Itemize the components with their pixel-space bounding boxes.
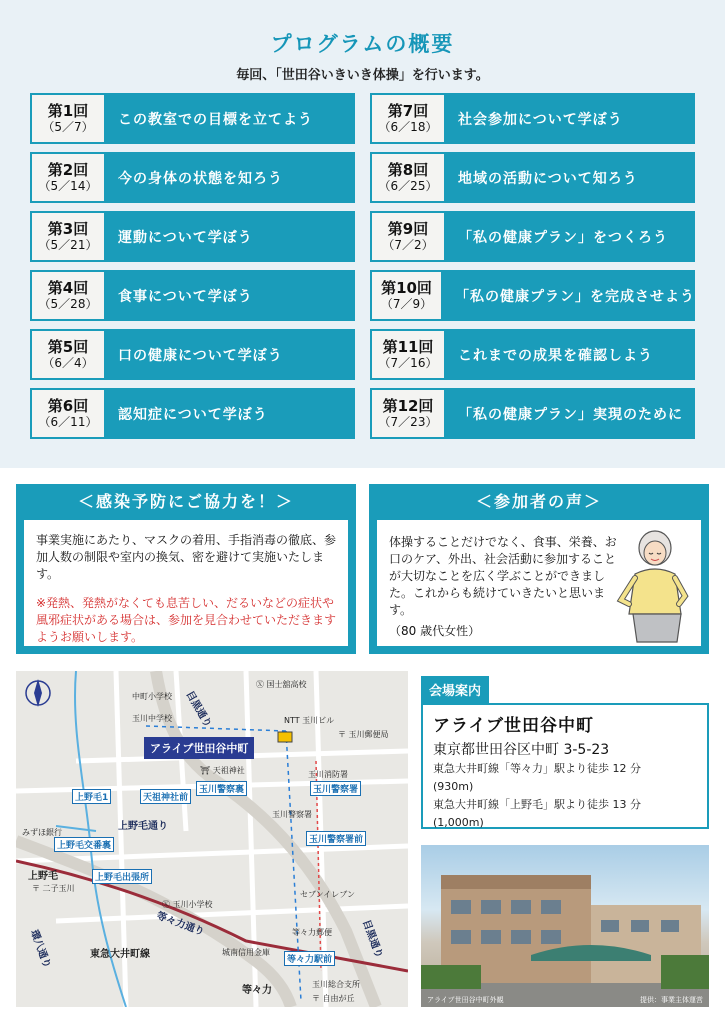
session-label: 第6回 [47,397,89,415]
session-topic: 認知症について学ぼう [118,406,268,423]
session-topic: これまでの成果を確認しよう [458,347,653,364]
session-item [30,388,355,439]
session-item [370,211,695,262]
map-label-police: 玉川警察署 [272,810,312,819]
session-item [30,152,355,203]
session-grid [30,93,695,439]
session-label: 第5回 [47,338,89,356]
infection-title: ＜感染予防にご協力を！＞ [77,492,294,511]
photo-caption: アライブ世田谷中町外観 [427,996,504,1004]
bus-stop-police-mae: 玉川警察署前 [306,831,366,846]
map-label-nakamachi-elem: 中町小学校 [132,692,172,701]
session-item [370,329,695,380]
session-topic: 口の健康について学ぼう [118,347,283,364]
session-topic: 今の身体の状態を知ろう [118,170,283,187]
session-item [30,211,355,262]
bus-stop-kaminoge-shucchojo: 上野毛出張所 [92,869,152,884]
session-number-badge [30,211,106,262]
session-item [370,152,695,203]
voice-body-panel [377,520,701,646]
station-kaminoge: 上野毛 [28,871,58,882]
session-number-badge [30,388,106,439]
map-label-tamagawa-elem: Ⓧ 玉川小学校 [162,900,213,909]
session-label: 第1回 [47,102,89,120]
venue-info [421,676,709,829]
map-label-ntt: NTT 玉川ビル [284,716,335,725]
photo-credit: 提供：事業主体運営 [640,996,703,1004]
map-label-sogo: 玉川総合支所 [312,980,360,989]
session-label: 第11回 [382,338,434,356]
session-number-badge [30,93,106,144]
road-kanpachi: 環八通り [28,928,53,970]
session-label: 第8回 [387,161,429,179]
map-label-tamagawa-jhs: 玉川中学校 [132,714,172,723]
session-topic: 「私の健康プラン」をつくろう [458,229,668,246]
session-number-badge [370,270,443,321]
map-label-seven: セブンイレブン [300,890,355,899]
infection-body: 事業実施にあたり、マスクの着用、手指消毒の徹底、参加人数の制限や室内の換気、密を避けて実施いたします。 [36,533,337,581]
bus-stop-police-sho: 玉川警察署 [310,781,361,796]
map-label-mizuho: みずほ銀行 [22,828,62,837]
station-todoroki: 等々力 [242,985,272,996]
session-topic: 「私の健康プラン」を完成させよう [455,288,695,305]
venue-access-2-distance: (1,000m) [433,816,484,829]
line-oimachi: 東急大井町線 [90,949,150,960]
voice-author: （80 歳代女性） [389,624,481,638]
session-number-badge [30,270,106,321]
session-topic: 社会参加について学ぼう [458,111,623,128]
bus-stop-todoroki-eki: 等々力駅前 [284,951,335,966]
page-title: プログラムの概要 [270,32,455,56]
voice-body: 体操することだけでなく、食事、栄養、お口のケア、外出、社会活動に参加することが大切なことを広く学ぶことができました。これからも続けていきたいと思います。 [389,535,617,617]
session-item [370,93,695,144]
elderly-woman-illustration [605,526,695,644]
session-item [30,329,355,380]
session-date: （5／21） [38,238,98,252]
session-date: （7／2） [382,238,434,252]
building-illustration [421,845,709,1007]
session-topic: 食事について学ぼう [118,288,253,305]
map-label-kokushikan: Ⓧ 国士舘高校 [256,680,307,689]
session-number-badge [370,93,446,144]
session-number-badge [370,211,446,262]
session-topic: この教室での目標を立てよう [118,111,313,128]
venue-box [421,703,709,829]
session-number-badge [370,152,446,203]
map-label-fire: 玉川消防署 [308,770,348,779]
session-date: （6／18） [378,120,438,134]
venue-tag: 会場案内 [421,676,489,703]
session-date: （6／4） [42,356,94,370]
road-meguro: 目黒通り [183,689,214,730]
road-todoroki-dori: 等々力通り [154,910,206,939]
session-label: 第12回 [382,397,434,415]
venue-name: アライブ世田谷中町 [433,716,594,736]
bus-stop-tenso-mae: 天祖神社前 [140,789,191,804]
map-venue-label: アライブ世田谷中町 [144,737,254,759]
session-number-badge [370,388,446,439]
page-subtitle: 毎回、「世田谷いきいき体操」を行います。 [236,68,489,83]
session-label: 第4回 [47,279,89,297]
session-number-badge [370,329,446,380]
infection-body-panel [24,520,348,646]
infection-box [16,484,356,654]
road-kaminoge-dori: 上野毛通り [118,821,168,832]
session-item [30,93,355,144]
venue-access-1-distance: (930m) [433,780,474,793]
venue-photo [421,845,709,1007]
venue-access-2: 東急大井町線「上野毛」駅より徒歩 13 分 [433,798,641,811]
session-date: （6／25） [378,179,438,193]
session-item [30,270,355,321]
session-number-badge [30,329,106,380]
program-section [0,0,725,468]
map-label-jiyugaoka: 〒 自由が丘 [312,994,355,1003]
session-label: 第3回 [47,220,89,238]
map-label-todoroki-post: 等々力郵便 [292,928,332,937]
session-date: （5／14） [38,179,98,193]
voice-box [369,484,709,654]
venue-address: 東京都世田谷区中町 3-5-23 [433,742,610,758]
access-map [16,671,408,1007]
venue-access-1: 東急大井町線「等々力」駅より徒歩 12 分 [433,762,641,775]
session-date: （7／16） [378,356,438,370]
session-label: 第2回 [47,161,89,179]
session-label: 第10回 [381,279,432,297]
session-date: （5／28） [38,297,98,311]
road-setagaya: 目黒通り [360,918,385,960]
session-date: （7／23） [378,415,438,429]
session-label: 第7回 [387,102,429,120]
bus-stop-police-ura: 玉川警察裏 [196,781,247,796]
session-number-badge [30,152,106,203]
session-item [370,388,695,439]
map-label-tenso: ⛩ 天祖神社 [200,766,245,775]
session-date: （6／11） [38,415,98,429]
session-topic: 「私の健康プラン」実現のために [458,406,683,423]
session-date: （7／9） [380,297,433,311]
map-label-post: 〒 玉川郵便局 [338,730,389,739]
bus-stop-kaminoge1: 上野毛1 [72,789,111,804]
bus-stop-kaminoge-koban: 上野毛交番裏 [54,837,114,852]
session-label: 第9回 [387,220,429,238]
session-date: （5／7） [42,120,94,134]
session-topic: 地域の活動について知ろう [458,170,638,187]
map-label-shinkin: 城南信用金庫 [222,948,270,957]
session-item [370,270,695,321]
voice-title: ＜参加者の声＞ [475,492,602,511]
session-topic: 運動について学ぼう [118,229,253,246]
map-label-futako: 〒 二子玉川 [32,884,75,893]
infection-warning: ※発熱、発熱がなくても息苦しい、だるいなどの症状や風邪症状がある場合は、参加を見合わせていただきますようお願いします。 [36,596,337,644]
